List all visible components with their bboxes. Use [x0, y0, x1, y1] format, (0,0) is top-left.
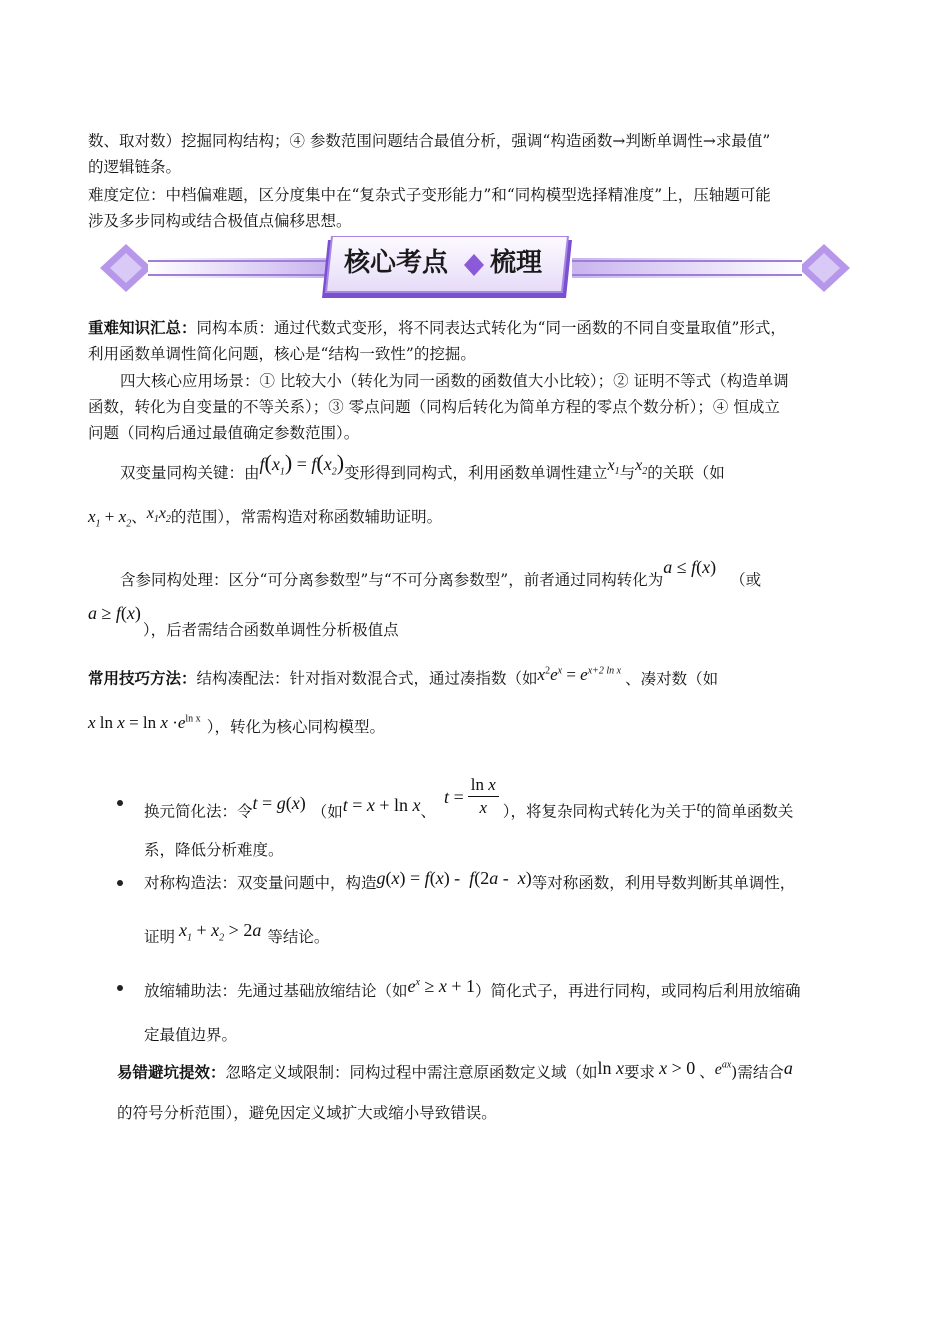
key-line-3: 四大核心应用场景：① 比较大小（转化为同一函数的函数值大小比较）；② 证明不等式（构造单调: [120, 372, 789, 390]
formula-x-gt-0: x > 0: [659, 1058, 696, 1079]
intro-line-4: 涉及多步同构或结合极值点偏移思想。: [88, 212, 352, 230]
intro-line-3: 难度定位：中档偏难题，区分度集中在“复杂式子变形能力”和“同构模型选择精准度”上，压轴题可能: [88, 186, 771, 204]
key-line-8: 含参同构处理：区分“可分离参数型”与“不可分离参数型”，前者通过同构转化为a ≤ f(x)（或: [120, 557, 762, 589]
formula-gx-symmetric: g(x) = f(x) - f(2a - x): [376, 868, 532, 888]
tech-bullet-2-cont: 证明 $x_1 + x_2 > 2a$ 等结论。: [144, 920, 330, 946]
tech-label: 常用技巧方法：: [88, 668, 197, 688]
formula-t-eq-gx: t = g(x): [252, 792, 306, 813]
tech-bullet-3-cont: 定最值边界。: [144, 1026, 238, 1044]
formula-x1x2: $x_1x_2$: [146, 505, 171, 526]
formula-a-le-fx: a ≤ f(x): [663, 557, 717, 577]
key-line-6: 双变量同构关键：由$f(x_1) = f(x_2)$变形得到同构式，利用函数单调性建立$x_1$与$x_2$的关联（如: [120, 450, 725, 482]
bullet-dot: [117, 985, 123, 991]
formula-a-ge-fx: a ≥ f(x): [88, 603, 141, 623]
formula-lnx-over-x: $\frac{\text{ln x}}{x}$: [468, 774, 499, 819]
tech-bullet-2: 对称构造法：双变量问题中，构造g(x) = f(x) - f(2a - x)等对称函数，利用导数判断其单调性，: [144, 868, 796, 892]
key-line-4: 函数，转化为自变量的不等关系）；③ 零点问题（同构后转化为简单方程的零点个数分析）；④ 恒成立: [88, 398, 780, 416]
errors-line-2: 的符号分析范围），避免因定义域扩大或缩小导致错误。: [117, 1104, 497, 1122]
formula-x1-plus-x2-gt-2a: $x_1 + x_2 > 2a$: [179, 920, 262, 944]
intro-line-2: 的逻辑链条。: [88, 158, 182, 176]
formula-x1-plus-x2: $x_1 + x_2$: [88, 507, 132, 530]
formula-a: a: [783, 1058, 793, 1079]
banner-title-right: 梳理: [490, 248, 543, 278]
key-line-2: 利用函数单调性简化问题，核心是“结构一致性”的挖掘。: [88, 345, 476, 363]
key-paragraph-1: 重难知识汇总：同构本质：通过代数式变形，将不同表达式转化为“同一函数的不同自变量取值”形式，: [88, 318, 786, 337]
intro-line-1: 数、取对数）挖掘同构结构；④ 参数范围问题结合最值分析，强调“构造函数→判断单调性→求最值”: [88, 132, 771, 150]
key-label: 重难知识汇总：: [88, 318, 197, 337]
bullet-dot: [117, 800, 123, 806]
banner-title-left: 核心考点: [344, 248, 449, 278]
tech-bullet-1-cont: 系，降低分析难度。: [144, 841, 284, 859]
formula-x2ex: $x^2e^x = e^{x+2 ln x}$: [537, 664, 622, 684]
formula-eax: $e^{ax}$: [714, 1060, 732, 1079]
section-banner: [100, 236, 850, 300]
formula-lnx: ln x: [597, 1058, 625, 1079]
formula-t-eq-x-plus-lnx: t = x + ln x: [342, 794, 421, 815]
formula-ex-ge-x-plus-1: $e^x \ge x + 1$: [407, 976, 476, 996]
key-line-5: 问题（同构后通过最值确定参数范围）。: [88, 424, 360, 442]
tech-line-2: x $\ln x = \ln x \cdot e^{ln x}$ ），转化为核心同构模型。: [88, 712, 385, 736]
formula-fx1-eq-fx2: f: [259, 454, 265, 474]
errors-line-1: 易错避坑提效：忽略定义域限制：同构过程中需注意原函数定义域（如ln x要求 x > 0 、$e^{ax}$)需结合a: [117, 1058, 793, 1082]
key-line-7: $x_1 + x_2$、$x_1x_2$的范围），常需构造对称函数辅助证明。: [88, 505, 443, 530]
key-line-9: a ≥ f(x)），后者需结合函数单调性分析极值点: [88, 603, 399, 639]
formula-xlnx: x $\ln x = \ln x \cdot e^{ln x}$: [88, 712, 201, 732]
tech-bullet-3: 放缩辅助法：先通过基础放缩结论（如$e^x \ge x + 1$）简化式子，再进行同构，或同构后利用放缩确: [144, 976, 801, 1000]
errors-label: 易错避坑提效：: [117, 1062, 226, 1082]
bullet-dot: [117, 880, 123, 886]
tech-bullet-1: 换元简化法：令t = g(x) （如t = x + ln x、t = $\frac{\text{ln x}}{x}$ ），将复杂同构式转化为关于t的简单函数关: [144, 775, 794, 821]
tech-line-1: 常用技巧方法：结构凑配法：针对指对数混合式，通过凑指数（如$x^2e^x = e^{x+2 ln x}$ 、凑对数（如: [88, 664, 719, 688]
